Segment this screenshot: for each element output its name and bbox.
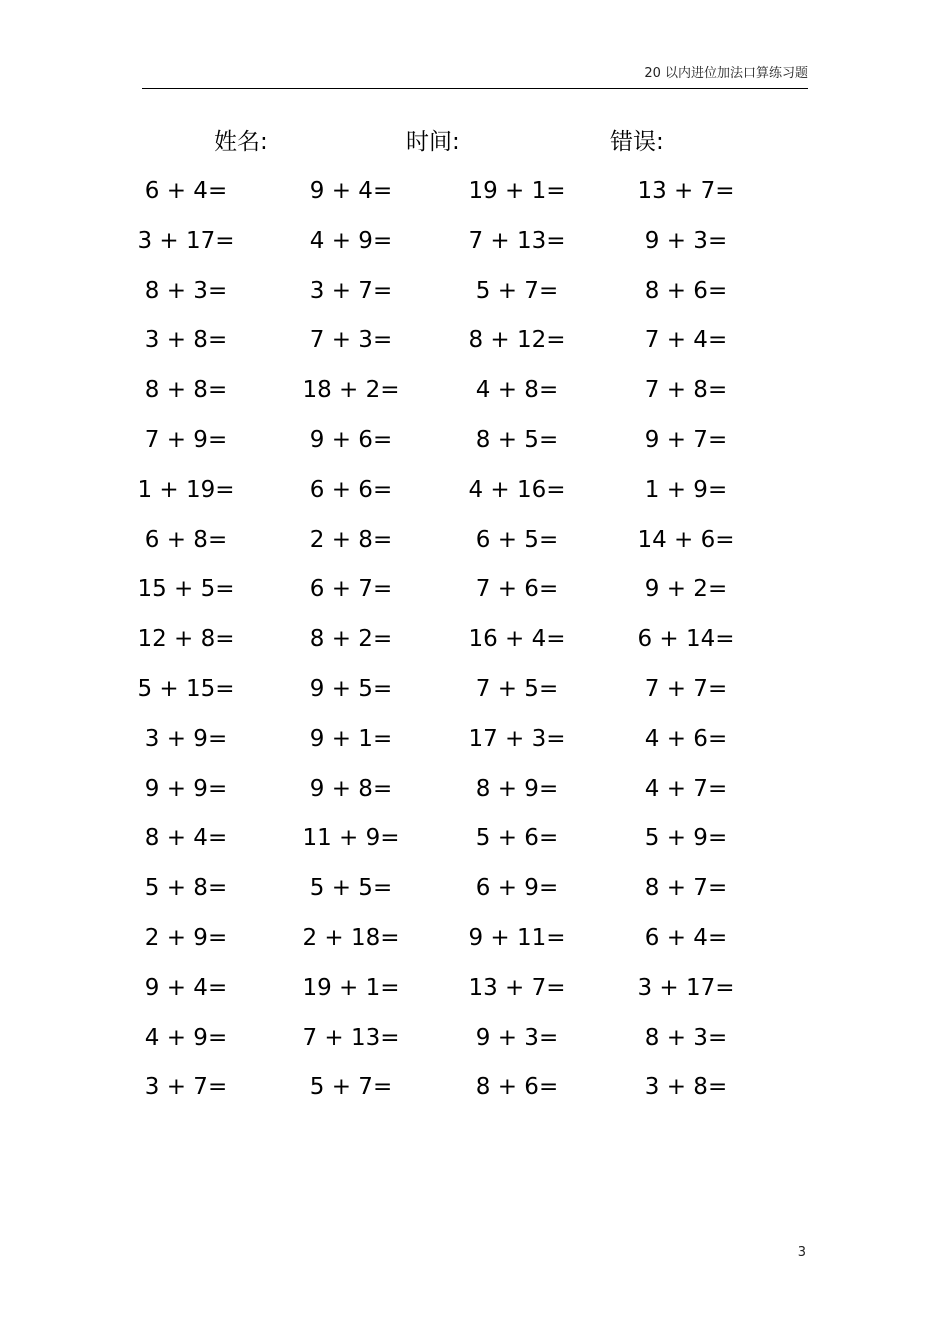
problem-r19-c3: 8 + 6=: [475, 1074, 559, 1101]
problem-r10-c2: 8 + 2=: [309, 626, 393, 653]
problem-r11-c1: 5 + 15=: [137, 676, 235, 702]
problem-r6-c4: 9 + 7=: [644, 427, 728, 453]
problem-r5-c2: 18 + 2=: [302, 377, 400, 404]
problem-r5-c1: 8 + 8=: [144, 377, 228, 404]
problem-r14-c4: 5 + 9=: [644, 825, 728, 852]
problem-r8-c2: 2 + 8=: [309, 526, 393, 553]
problem-r19-c1: 3 + 7=: [144, 1074, 228, 1101]
problem-r18-c4: 8 + 3=: [644, 1024, 728, 1051]
problem-r7-c3: 4 + 16=: [468, 476, 566, 503]
problem-r15-c1: 5 + 8=: [144, 875, 228, 902]
problem-r10-c3: 16 + 4=: [468, 626, 566, 653]
problem-r4-c1: 3 + 8=: [144, 327, 228, 354]
problem-r16-c1: 2 + 9=: [144, 925, 228, 951]
problem-r2-c3: 7 + 13=: [468, 227, 566, 254]
problem-r14-c2: 11 + 9=: [302, 825, 400, 852]
problem-r17-c1: 9 + 4=: [144, 974, 228, 1001]
time-label: 时间:: [406, 129, 460, 155]
problem-r11-c3: 7 + 5=: [475, 676, 559, 702]
problem-r9-c4: 9 + 2=: [644, 576, 728, 603]
problem-r1-c2: 9 + 4=: [309, 178, 393, 204]
problem-r4-c2: 7 + 3=: [309, 327, 393, 354]
problem-r18-c1: 4 + 9=: [144, 1024, 228, 1051]
problem-r18-c3: 9 + 3=: [475, 1024, 559, 1051]
problem-r11-c4: 7 + 7=: [644, 676, 728, 702]
problem-r10-c4: 6 + 14=: [637, 626, 735, 653]
problem-r12-c2: 9 + 1=: [309, 725, 393, 752]
problem-r10-c1: 12 + 8=: [137, 626, 235, 653]
problem-r12-c4: 4 + 6=: [644, 725, 728, 752]
problem-r3-c3: 5 + 7=: [475, 277, 559, 304]
problem-r3-c2: 3 + 7=: [309, 277, 393, 304]
problem-r9-c1: 15 + 5=: [137, 576, 235, 603]
problem-r19-c4: 3 + 8=: [644, 1074, 728, 1101]
problem-r18-c2: 7 + 13=: [302, 1024, 400, 1051]
problem-r8-c3: 6 + 5=: [475, 526, 559, 553]
problem-r14-c3: 5 + 6=: [475, 825, 559, 852]
running-header-title: 20 以内进位加法口算练习题: [644, 66, 808, 81]
problem-r9-c2: 6 + 7=: [309, 576, 393, 603]
problem-r9-c3: 7 + 6=: [475, 576, 559, 603]
problem-r15-c2: 5 + 5=: [309, 875, 393, 902]
problem-r19-c2: 5 + 7=: [309, 1074, 393, 1101]
problem-r7-c4: 1 + 9=: [644, 476, 728, 503]
problem-r16-c2: 2 + 18=: [302, 925, 400, 951]
problem-r3-c4: 8 + 6=: [644, 277, 728, 304]
problem-r2-c1: 3 + 17=: [137, 227, 235, 254]
problem-r14-c1: 8 + 4=: [144, 825, 228, 852]
problem-r3-c1: 8 + 3=: [144, 277, 228, 304]
problem-r1-c3: 19 + 1=: [468, 178, 566, 204]
problem-r2-c2: 4 + 9=: [309, 227, 393, 254]
problem-r13-c3: 8 + 9=: [475, 775, 559, 802]
problem-r8-c1: 6 + 8=: [144, 526, 228, 553]
problem-r11-c2: 9 + 5=: [309, 676, 393, 702]
problem-r5-c4: 7 + 8=: [644, 377, 728, 404]
problem-r6-c1: 7 + 9=: [144, 427, 228, 453]
errors-label: 错误:: [610, 129, 664, 155]
problem-r13-c1: 9 + 9=: [144, 775, 228, 802]
name-label: 姓名:: [214, 129, 268, 155]
problem-r4-c3: 8 + 12=: [468, 327, 566, 354]
problem-r2-c4: 9 + 3=: [644, 227, 728, 254]
problem-r16-c3: 9 + 11=: [468, 925, 566, 951]
problem-r17-c3: 13 + 7=: [468, 974, 566, 1001]
problem-r13-c2: 9 + 8=: [309, 775, 393, 802]
problem-r6-c3: 8 + 5=: [475, 427, 559, 453]
problem-r13-c4: 4 + 7=: [644, 775, 728, 802]
problem-r17-c4: 3 + 17=: [637, 974, 735, 1001]
problem-r7-c2: 6 + 6=: [309, 476, 393, 503]
problem-r8-c4: 14 + 6=: [637, 526, 735, 553]
problem-r12-c3: 17 + 3=: [468, 725, 566, 752]
problem-r15-c3: 6 + 9=: [475, 875, 559, 902]
page-number: 3: [797, 1245, 806, 1260]
problem-r1-c4: 13 + 7=: [637, 178, 735, 204]
problem-r12-c1: 3 + 9=: [144, 725, 228, 752]
problem-r6-c2: 9 + 6=: [309, 427, 393, 453]
problem-r17-c2: 19 + 1=: [302, 974, 400, 1001]
problem-r15-c4: 8 + 7=: [644, 875, 728, 902]
problem-r5-c3: 4 + 8=: [475, 377, 559, 404]
problem-r4-c4: 7 + 4=: [644, 327, 728, 354]
problem-r16-c4: 6 + 4=: [644, 925, 728, 951]
problem-r1-c1: 6 + 4=: [144, 178, 228, 204]
problem-r7-c1: 1 + 19=: [137, 476, 235, 503]
